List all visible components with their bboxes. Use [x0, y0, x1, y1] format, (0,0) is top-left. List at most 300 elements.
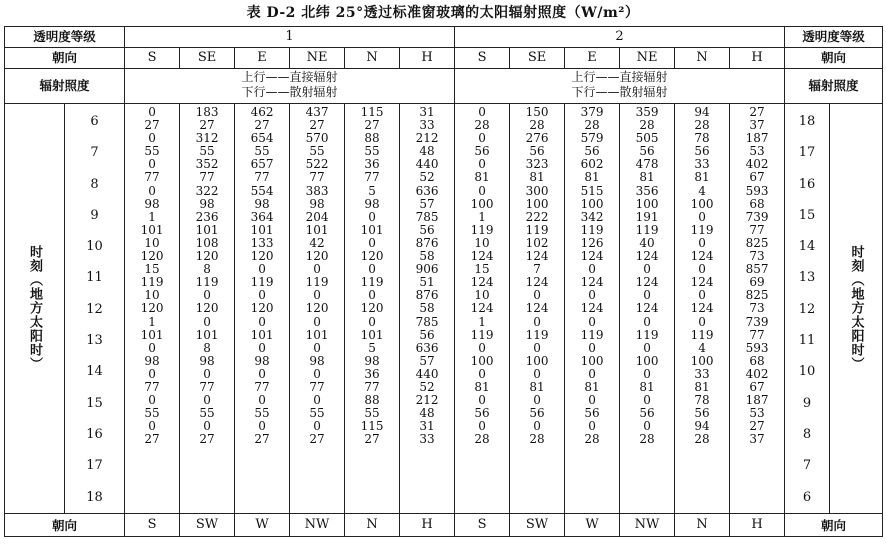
value-direct: 10 — [144, 288, 160, 303]
value-direct: 906 — [415, 262, 439, 277]
value-direct: 478 — [635, 157, 659, 172]
value-diffuse: 68 — [749, 196, 765, 211]
value-direct: 0 — [203, 419, 211, 434]
value-diffuse: 120 — [305, 249, 329, 264]
note-grade-2 — [455, 69, 785, 104]
value-diffuse: 119 — [360, 275, 384, 290]
value-diffuse: 100 — [470, 196, 494, 211]
hour-label: 14 — [798, 239, 816, 255]
value-direct: 0 — [203, 314, 211, 329]
value-direct: 0 — [478, 183, 486, 198]
value-diffuse: 56 — [584, 406, 600, 421]
value-diffuse: 101 — [360, 222, 384, 237]
value-direct: 0 — [698, 262, 706, 277]
value-direct: 0 — [368, 288, 376, 303]
header-row-grade — [5, 27, 883, 48]
value-direct: 785 — [415, 209, 439, 224]
hour-label: 16 — [86, 426, 103, 442]
value-direct: 15 — [144, 262, 160, 277]
value-direct: 739 — [745, 314, 769, 329]
value-direct: 40 — [639, 235, 655, 250]
label-orientation-bottom-left: 朝向 — [5, 513, 125, 536]
column-values — [675, 106, 729, 446]
value-direct: 88 — [364, 393, 380, 408]
hour-label: 9 — [90, 207, 99, 223]
value-column — [675, 104, 730, 514]
value-diffuse: 120 — [195, 249, 219, 264]
value-direct: 383 — [305, 183, 329, 198]
value-diffuse: 81 — [529, 170, 545, 185]
value-direct: 364 — [250, 209, 274, 224]
column-values — [510, 106, 564, 446]
label-orientation-bottom-right: 朝向 — [785, 513, 883, 536]
value-direct: 88 — [364, 131, 380, 146]
value-direct: 27 — [749, 419, 765, 434]
value-diffuse: 124 — [470, 275, 494, 290]
value-diffuse: 55 — [254, 144, 270, 159]
value-diffuse: 100 — [690, 353, 714, 368]
value-direct: 579 — [580, 131, 604, 146]
value-diffuse: 119 — [305, 275, 329, 290]
value-diffuse: 55 — [309, 406, 325, 421]
value-direct: 0 — [533, 340, 541, 355]
value-direct: 515 — [580, 183, 604, 198]
time-label-left-cell — [5, 104, 65, 514]
value-diffuse: 119 — [635, 222, 659, 237]
value-direct: 0 — [643, 288, 651, 303]
value-direct: 0 — [478, 340, 486, 355]
value-diffuse: 119 — [580, 222, 604, 237]
value-direct: 636 — [415, 340, 439, 355]
value-diffuse: 81 — [474, 379, 490, 394]
hour-label: 18 — [86, 489, 103, 505]
value-diffuse: 33 — [419, 432, 435, 447]
value-direct: 0 — [478, 131, 486, 146]
value-direct: 0 — [588, 366, 596, 381]
value-diffuse: 77 — [254, 170, 270, 185]
value-diffuse: 57 — [419, 196, 435, 211]
grade-1: 1 — [125, 27, 455, 48]
value-direct: 0 — [203, 393, 211, 408]
value-diffuse: 77 — [254, 379, 270, 394]
header-row-orientation — [5, 48, 883, 69]
value-diffuse: 124 — [635, 275, 659, 290]
column-values — [455, 106, 509, 446]
value-direct: 94 — [694, 105, 710, 119]
value-diffuse: 56 — [529, 406, 545, 421]
value-diffuse: 55 — [364, 144, 380, 159]
value-direct: 0 — [643, 419, 651, 434]
value-direct: 0 — [313, 314, 321, 329]
value-direct: 102 — [525, 235, 549, 250]
value-diffuse: 27 — [199, 118, 215, 133]
value-diffuse: 100 — [525, 196, 549, 211]
value-diffuse: 28 — [639, 432, 655, 447]
value-direct: 402 — [745, 366, 769, 381]
value-diffuse: 68 — [749, 353, 765, 368]
value-diffuse: 56 — [639, 406, 655, 421]
value-direct: 379 — [580, 105, 604, 119]
hour-label: 7 — [90, 145, 99, 161]
data-row — [5, 104, 883, 514]
value-direct: 0 — [643, 314, 651, 329]
label-transparency-grade-left: 透明度等级 — [5, 27, 125, 48]
value-diffuse: 56 — [474, 144, 490, 159]
orientation-top: S — [455, 48, 510, 69]
value-diffuse: 101 — [250, 222, 274, 237]
value-diffuse: 69 — [749, 275, 765, 290]
hour-label: 11 — [798, 333, 816, 349]
value-diffuse: 119 — [690, 327, 714, 342]
value-diffuse: 119 — [525, 327, 549, 342]
orientation-bottom: N — [675, 513, 730, 536]
value-diffuse: 100 — [580, 196, 604, 211]
value-direct: 236 — [195, 209, 219, 224]
value-diffuse: 81 — [529, 379, 545, 394]
value-direct: 0 — [698, 288, 706, 303]
value-diffuse: 27 — [364, 432, 380, 447]
value-direct: 440 — [415, 366, 439, 381]
value-diffuse: 52 — [419, 379, 435, 394]
value-direct: 0 — [368, 209, 376, 224]
column-values — [345, 106, 399, 446]
hour-label: 17 — [798, 145, 816, 161]
footer-row-orientation — [5, 513, 883, 536]
value-column — [510, 104, 565, 514]
value-direct: 115 — [360, 419, 384, 434]
value-direct: 0 — [258, 366, 266, 381]
value-diffuse: 124 — [470, 249, 494, 264]
value-direct: 191 — [635, 209, 659, 224]
value-column — [180, 104, 235, 514]
value-diffuse: 100 — [580, 353, 604, 368]
hour-label: 6 — [802, 489, 812, 505]
value-diffuse: 119 — [580, 327, 604, 342]
value-direct: 0 — [533, 393, 541, 408]
orientation-bottom: W — [235, 513, 290, 536]
value-direct: 602 — [580, 157, 604, 172]
hour-label: 10 — [798, 364, 816, 380]
value-direct: 0 — [313, 288, 321, 303]
orientation-bottom: W — [565, 513, 620, 536]
value-diffuse: 101 — [140, 327, 164, 342]
note-grade-1 — [125, 69, 455, 104]
value-diffuse: 120 — [140, 249, 164, 264]
value-diffuse: 81 — [584, 170, 600, 185]
orientation-top: NE — [620, 48, 675, 69]
value-diffuse: 37 — [749, 118, 765, 133]
value-direct: 570 — [305, 131, 329, 146]
value-diffuse: 56 — [474, 406, 490, 421]
value-diffuse: 124 — [525, 249, 549, 264]
value-diffuse: 28 — [694, 432, 710, 447]
value-diffuse: 56 — [419, 222, 435, 237]
hour-label: 15 — [798, 207, 816, 223]
value-diffuse: 27 — [144, 432, 160, 447]
value-diffuse: 48 — [419, 406, 435, 421]
value-direct: 10 — [144, 235, 160, 250]
value-diffuse: 100 — [470, 353, 494, 368]
value-diffuse: 77 — [364, 170, 380, 185]
value-direct: 437 — [305, 105, 329, 119]
value-diffuse: 124 — [690, 275, 714, 290]
value-direct: 0 — [148, 131, 156, 146]
value-diffuse: 28 — [529, 118, 545, 133]
value-direct: 0 — [698, 235, 706, 250]
value-direct: 0 — [313, 262, 321, 277]
value-diffuse: 77 — [199, 379, 215, 394]
value-direct: 0 — [643, 262, 651, 277]
hour-label: 18 — [798, 114, 816, 129]
label-irradiance-left: 辐射照度 — [5, 69, 125, 104]
note-diffuse: 下行——散射辐射 — [241, 84, 338, 99]
value-diffuse: 101 — [305, 222, 329, 237]
value-direct: 0 — [258, 288, 266, 303]
value-direct: 825 — [745, 235, 769, 250]
value-diffuse: 73 — [749, 301, 765, 316]
orientation-bottom: S — [455, 513, 510, 536]
value-diffuse: 124 — [690, 249, 714, 264]
value-diffuse: 53 — [749, 406, 765, 421]
column-values — [730, 106, 784, 446]
hours-left — [65, 106, 124, 513]
value-direct: 0 — [533, 314, 541, 329]
value-direct: 593 — [745, 340, 769, 355]
hour-label: 15 — [86, 395, 103, 411]
value-diffuse: 56 — [694, 406, 710, 421]
value-direct: 505 — [635, 131, 659, 146]
note-diffuse: 下行——散射辐射 — [571, 84, 668, 99]
value-diffuse: 77 — [364, 379, 380, 394]
value-diffuse: 77 — [749, 327, 765, 342]
value-direct: 312 — [195, 131, 219, 146]
value-diffuse: 51 — [419, 275, 435, 290]
value-direct: 0 — [368, 314, 376, 329]
value-diffuse: 55 — [199, 406, 215, 421]
value-direct: 187 — [745, 393, 769, 408]
time-label-right-cell — [830, 104, 883, 514]
value-direct: 0 — [643, 366, 651, 381]
value-diffuse: 119 — [195, 275, 219, 290]
orientation-top: SE — [180, 48, 235, 69]
orientation-top: H — [400, 48, 455, 69]
value-direct: 204 — [305, 209, 329, 224]
value-diffuse: 52 — [419, 170, 435, 185]
value-column — [235, 104, 290, 514]
value-direct: 187 — [745, 131, 769, 146]
value-diffuse: 98 — [199, 196, 215, 211]
value-direct: 657 — [250, 157, 274, 172]
value-diffuse: 77 — [144, 379, 160, 394]
value-direct: 33 — [694, 157, 710, 172]
value-diffuse: 100 — [635, 196, 659, 211]
value-diffuse: 27 — [199, 432, 215, 447]
value-direct: 0 — [258, 340, 266, 355]
value-diffuse: 28 — [694, 118, 710, 133]
value-diffuse: 81 — [584, 379, 600, 394]
value-direct: 212 — [415, 393, 439, 408]
time-label-right: 时刻（地方太阳时） — [848, 245, 864, 372]
value-direct: 4 — [698, 183, 706, 198]
value-direct: 1 — [148, 209, 156, 224]
value-diffuse: 81 — [639, 379, 655, 394]
value-direct: 0 — [258, 314, 266, 329]
hour-label: 8 — [802, 426, 812, 442]
value-direct: 876 — [415, 288, 439, 303]
value-direct: 7 — [533, 262, 541, 277]
value-diffuse: 55 — [309, 144, 325, 159]
value-direct: 222 — [525, 209, 549, 224]
value-column — [730, 104, 785, 514]
orientation-bottom: NW — [290, 513, 345, 536]
value-direct: 356 — [635, 183, 659, 198]
value-diffuse: 53 — [749, 144, 765, 159]
value-direct: 4 — [698, 340, 706, 355]
value-diffuse: 56 — [529, 144, 545, 159]
value-direct: 0 — [148, 105, 156, 119]
value-diffuse: 81 — [639, 170, 655, 185]
value-direct: 78 — [694, 393, 710, 408]
value-diffuse: 101 — [195, 222, 219, 237]
hour-label: 16 — [798, 176, 816, 192]
value-direct: 0 — [313, 393, 321, 408]
value-diffuse: 119 — [635, 327, 659, 342]
irradiance-table — [4, 26, 883, 537]
value-direct: 0 — [643, 340, 651, 355]
value-direct: 0 — [478, 393, 486, 408]
header-row-irradiance — [5, 69, 883, 104]
value-diffuse: 67 — [749, 379, 765, 394]
value-direct: 440 — [415, 157, 439, 172]
value-direct: 0 — [588, 262, 596, 277]
orientation-bottom: NW — [620, 513, 675, 536]
value-direct: 276 — [525, 131, 549, 146]
value-direct: 0 — [698, 314, 706, 329]
value-direct: 402 — [745, 157, 769, 172]
hour-label: 10 — [86, 239, 103, 255]
value-direct: 10 — [474, 235, 490, 250]
value-direct: 522 — [305, 157, 329, 172]
value-diffuse: 98 — [309, 353, 325, 368]
value-direct: 0 — [478, 157, 486, 172]
value-direct: 0 — [698, 209, 706, 224]
value-diffuse: 56 — [639, 144, 655, 159]
hours-right — [785, 106, 829, 513]
value-direct: 0 — [313, 340, 321, 355]
value-direct: 115 — [360, 105, 384, 119]
value-diffuse: 100 — [635, 353, 659, 368]
value-diffuse: 56 — [584, 144, 600, 159]
value-column — [565, 104, 620, 514]
hour-label: 9 — [802, 395, 812, 411]
value-diffuse: 58 — [419, 301, 435, 316]
value-direct: 1 — [478, 314, 486, 329]
value-direct: 785 — [415, 314, 439, 329]
value-direct: 0 — [148, 183, 156, 198]
value-direct: 0 — [148, 366, 156, 381]
value-direct: 0 — [478, 366, 486, 381]
value-diffuse: 119 — [470, 222, 494, 237]
table-title: 表 D-2 北纬 25°透过标准窗玻璃的太阳辐射照度（W/m²） — [246, 5, 640, 21]
value-direct: 42 — [309, 235, 325, 250]
value-diffuse: 98 — [199, 353, 215, 368]
value-diffuse: 120 — [250, 249, 274, 264]
value-direct: 739 — [745, 209, 769, 224]
hour-label: 7 — [802, 458, 812, 474]
value-direct: 36 — [364, 366, 380, 381]
label-orientation-left: 朝向 — [5, 48, 125, 69]
value-direct: 0 — [533, 366, 541, 381]
value-diffuse: 124 — [470, 301, 494, 316]
value-direct: 0 — [148, 157, 156, 172]
hour-label: 13 — [86, 333, 103, 349]
note-block — [242, 70, 338, 100]
orientation-top: N — [345, 48, 400, 69]
label-irradiance-right: 辐射照度 — [785, 69, 883, 104]
value-diffuse: 67 — [749, 170, 765, 185]
orientation-bottom: N — [345, 513, 400, 536]
value-diffuse: 98 — [254, 353, 270, 368]
value-direct: 133 — [250, 235, 274, 250]
value-direct: 593 — [745, 183, 769, 198]
value-direct: 0 — [643, 393, 651, 408]
value-diffuse: 81 — [474, 170, 490, 185]
value-diffuse: 101 — [195, 327, 219, 342]
value-diffuse: 101 — [250, 327, 274, 342]
value-direct: 0 — [588, 314, 596, 329]
value-direct: 0 — [258, 419, 266, 434]
value-diffuse: 81 — [694, 379, 710, 394]
value-diffuse: 55 — [144, 406, 160, 421]
value-diffuse: 55 — [254, 406, 270, 421]
value-diffuse: 120 — [195, 301, 219, 316]
value-direct: 27 — [749, 105, 765, 119]
value-direct: 323 — [525, 157, 549, 172]
label-orientation-right: 朝向 — [785, 48, 883, 69]
value-direct: 1 — [148, 314, 156, 329]
orientation-top: H — [730, 48, 785, 69]
value-diffuse: 58 — [419, 249, 435, 264]
orientation-top: SE — [510, 48, 565, 69]
value-direct: 0 — [533, 419, 541, 434]
value-column — [345, 104, 400, 514]
value-direct: 0 — [203, 288, 211, 303]
value-direct: 15 — [474, 262, 490, 277]
value-diffuse: 124 — [580, 249, 604, 264]
value-diffuse: 124 — [580, 275, 604, 290]
value-diffuse: 101 — [140, 222, 164, 237]
value-direct: 0 — [148, 340, 156, 355]
value-diffuse: 120 — [360, 249, 384, 264]
value-column — [400, 104, 455, 514]
value-diffuse: 98 — [144, 353, 160, 368]
value-diffuse: 119 — [250, 275, 274, 290]
value-diffuse: 98 — [254, 196, 270, 211]
value-direct: 31 — [419, 419, 435, 434]
value-direct: 94 — [694, 419, 710, 434]
orientation-top: S — [125, 48, 180, 69]
value-direct: 183 — [195, 105, 219, 119]
note-direct: 上行——直接辐射 — [571, 69, 668, 84]
value-diffuse: 56 — [419, 327, 435, 342]
value-direct: 0 — [478, 419, 486, 434]
value-diffuse: 100 — [525, 353, 549, 368]
value-diffuse: 77 — [749, 222, 765, 237]
label-transparency-grade-right: 透明度等级 — [785, 27, 883, 48]
value-direct: 825 — [745, 288, 769, 303]
orientation-top: E — [565, 48, 620, 69]
value-direct: 0 — [313, 366, 321, 381]
